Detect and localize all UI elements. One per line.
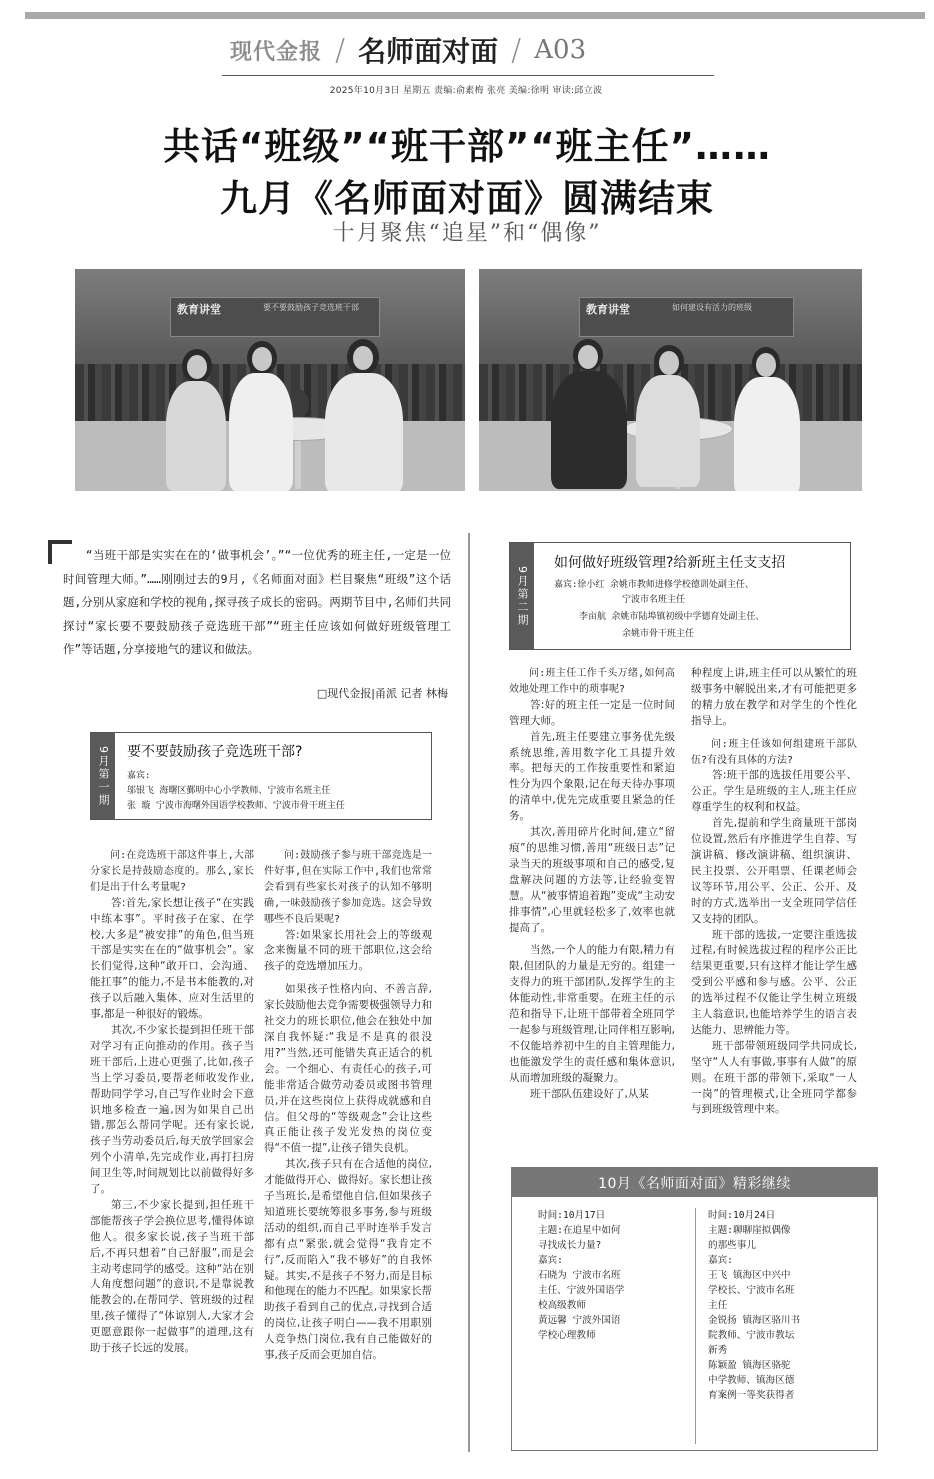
byline: □现代金报|甬派 记者 林梅 — [316, 687, 448, 700]
article-1-column-1 — [90, 848, 254, 1357]
session-line: 陈颖盈 镇海区骆驼 — [708, 1360, 791, 1371]
question-paragraph: 问:班主任工作千头万绪,如何高效地处理工作中的琐事呢? — [509, 668, 675, 695]
masthead-separator: / — [335, 32, 346, 68]
headline-line-2: 九月《名师面对面》圆满结束 — [220, 177, 714, 220]
issue-2-title: 如何做好班级管理?给新班主任支支招 — [554, 555, 786, 571]
session-line: 主题:聊聊崖拟偶像 — [708, 1225, 791, 1236]
answer-paragraph: 答:首先,家长想让孩子“在实践中练本事”。平时孩子在家、在学校,大多是“被安排”的角色,但当班干部是实实在在的“做事机会”。家长们觉得,这种“敢开口、会沟通、能扛事”的能力,不是书本能教的,对孩子以后融入集体、应对生活里的事,都是一种很好的锻炼。 — [90, 896, 254, 1021]
studio-photo-right — [479, 269, 862, 491]
photo-screen — [579, 297, 794, 337]
october-session-1 — [538, 1208, 693, 1343]
october-session-2 — [708, 1208, 863, 1403]
answer-paragraph: 班干部带领班级同学共同成长,坚守“人人有事做,事事有人做”的原则。在班干部的带领下,采取“一人一岗”的管理模式,让全班同学都参与到班级管理中来。 — [691, 1039, 857, 1116]
session-line: 主题:在追星中如何 — [538, 1225, 621, 1236]
session-line: 院教师、宁波市教坛 — [708, 1330, 795, 1341]
answer-paragraph: 答:好的班主任一定是一位时间管理大师。 — [509, 698, 675, 727]
issue-2-guest: 宁波市名班主任 — [622, 595, 686, 605]
question-paragraph: 问:班主任该如何组建班干部队伍?有没有具体的方法? — [691, 738, 857, 766]
column-divider — [468, 533, 470, 1452]
masthead-separator: / — [511, 32, 522, 68]
article-2-column-2 — [691, 666, 857, 1118]
answer-paragraph: 如果孩子性格内向、不善言辞,家长鼓励他去竞争需要极强领导力和社交力的班长职位,他会在独处中加深自我怀疑:“我是不是真的很没用?”当然,还可能错失真正适合的机会。一个细心、有责任心的孩子,可能非常适合做劳动委员或图书管理员,并在这些岗位上获得成就感和自信。但父母的“等级观念”会让这些真正能让孩子发光发热的岗位变得“不值一提”,让孩子错失良机。 — [264, 983, 432, 1155]
session-line: 的那些事儿 — [708, 1240, 756, 1251]
article-1-column-2 — [264, 848, 432, 1364]
question-paragraph: 问:在竞选班干部这件事上,大部分家长是持鼓励态度的。那么,家长们是出于什么考量呢? — [90, 850, 254, 893]
article-2-column-1 — [509, 666, 675, 1102]
dateline: 2025年10月3日 星期五 责编:俞素梅 张亮 美编:徐明 审读:邱立波 — [329, 86, 603, 96]
session-line: 黄远馨 宁波外国语 — [538, 1315, 621, 1326]
issue-1-guest: 邬银飞 海曙区鄞明中心小学教师、宁波市名班主任 — [127, 786, 331, 796]
paper-name: 现代金报 — [230, 38, 323, 65]
october-divider — [695, 1208, 696, 1444]
session-line: 时间:10月24日 — [708, 1210, 776, 1221]
headline-line-1: 共话“班级”“班干部”“班主任”…… — [163, 125, 771, 168]
session-line: 嘉宾: — [538, 1255, 563, 1266]
answer-paragraph: 其次,善用碎片化时间,建立“留痕”的思维习惯,善用“班级日志”记录当天的班级事项和自己的感受,复盘解决问题的方法等,让经验变智慧。从“被事情追着跑”变成“主动安排事情”,心里就轻松多了,效率也就提高了。 — [509, 826, 675, 934]
page-number: A03 — [534, 35, 587, 65]
screen-text: 如何建设有活力的班级 — [672, 303, 752, 312]
issue-1-box — [90, 732, 432, 820]
answer-paragraph: 第三,不少家长提到,担任班干部能帮孩子学会换位思考,懂得体谅他人。很多家长说,孩子当班干部后,不再只想着“自己舒服”,而是会主动考虑同学的感受。这种“站在别人角度想问题”的意识,不是靠说教能教会的,在帮同学、管班级的过程里,孩子懂得了“体谅别人,大家才会更愿意跟你一起做事”的道理,这有助于孩子长远的发展。 — [90, 1198, 254, 1355]
issue-2-tab: 9月第二期 — [510, 543, 534, 649]
screen-title: 教育讲堂 — [586, 303, 630, 316]
issue-2-guest: 李亩航 余姚市陆埠镇初级中学德育处副主任、 — [579, 612, 765, 622]
issue-1-guests-label: 嘉宾: — [127, 771, 151, 781]
answer-paragraph: 其次,不少家长提到担任班干部对学习有正向推动的作用。孩子当班干部后,上进心更强了,比如,孩子当上学习委员,要帮老师收发作业,帮助同学学习,自己写作业时会下意识地多检查一遍,因为如果自己出错,那怎么帮同学呢。还有家长说,孩子当劳动委员后,每天放学回家会列个小清单,先完成作业,再打扫房间卫生等,时间规划比以前做得好多了。 — [90, 1023, 254, 1196]
session-line: 中学教师、镇海区德 — [708, 1375, 795, 1386]
session-line: 王飞 镇海区中兴中 — [708, 1270, 791, 1281]
session-line: 金锐扬 镇海区骆川书 — [708, 1315, 801, 1326]
masthead — [230, 28, 715, 72]
lead-paragraph: “当班干部是实实在在的‘做事机会’。”“一位优秀的班主任,一定是一位时间管理大师。”……刚刚过去的9月,《名师面对面》栏目聚焦“班级”这个话题,分别从家庭和学校的视角,探寻孩子成长的密码。两期节目中,名师们共同探讨“家长要不要鼓励孩子竞选班干部”“班主任应该如何做好班级管理工作”等话题,分享接地气的建议和做法。 — [63, 548, 451, 656]
answer-paragraph: 答:班干部的选拔任用要公平、公正。学生是班级的主人,班主任应尊重学生的权利和权益。 — [691, 769, 857, 814]
screen-text: 要不要鼓励孩子竞选班干部 — [263, 303, 359, 312]
question-paragraph: 问:鼓励孩子参与班干部竞选是一件好事,但在实际工作中,我们也常常会看到有些家长对孩子的认知不够明确,一味鼓励孩子参加竞选。这会导致哪些不良后果呢? — [264, 850, 432, 925]
column-name: 名师面对面 — [358, 35, 499, 68]
session-line: 主任、宁波外国语学 — [538, 1285, 625, 1296]
session-line: 石晓为 宁波市名班 — [538, 1270, 621, 1281]
session-line: 新秀 — [708, 1345, 728, 1356]
screen-title: 教育讲堂 — [177, 303, 221, 316]
answer-paragraph: 答:如果家长用社会上的等级观念来衡量不同的班干部职位,这会给孩子的竞选增加压力。 — [264, 928, 432, 973]
answer-paragraph: 首先,提前和学生商量班干部岗位设置,然后有序推进学生自荐、写演讲稿、修改演讲稿、组织演讲、民主投票、公开唱票、任课老师会议等环节,用公平、公正、公开、及时的方式,选举出一支全班同学信任又支持的团队。 — [691, 817, 857, 925]
masthead-rule — [222, 75, 714, 76]
session-line: 育案例一等奖获得者 — [708, 1390, 795, 1401]
answer-paragraph: 种程度上讲,班主任可以从繁忙的班级事务中解脱出来,才有可能把更多的精力放在教学和对学生的个性化指导上。 — [691, 667, 857, 727]
issue-1-tab: 9月第一期 — [91, 733, 115, 819]
session-line: 时间:10月17日 — [538, 1210, 606, 1221]
photo-screen — [170, 297, 380, 337]
session-line: 校高级教师 — [538, 1300, 586, 1311]
issue-2-guest: 余姚市骨干班主任 — [622, 629, 695, 639]
answer-paragraph: 当然,一个人的能力有限,精力有限,但团队的力量是无穷的。组建一支得力的班干部团队,发挥学生的主体能动性,非常重要。在班主任的示范和指导下,让班干部带着全班同学一起参与班级管理,让同伴相互影响,不仅能培养初中生的自主管理能力,也能激发学生的责任感和集体意识,从而增加班级的凝聚力。 — [509, 944, 675, 1084]
session-line: 学校心理教师 — [538, 1330, 596, 1341]
session-line: 主任 — [708, 1300, 728, 1311]
issue-1-guest: 张 璇 宁波市海曙外国语学校教师、宁波市骨干班主任 — [127, 801, 345, 811]
answer-paragraph: 首先,班主任要建立事务优先级系统思维,善用数字化工具提升效率。把每天的工作按重要性和紧迫性分为四个象限,记在每天待办事项的清单中,优先完成重要且紧急的任务。 — [509, 730, 675, 823]
top-rule — [25, 12, 925, 19]
session-line: 学校长、宁波市名班 — [708, 1285, 795, 1296]
session-line: 嘉宾: — [708, 1255, 733, 1266]
issue-2-box — [509, 542, 851, 650]
answer-paragraph: 班干部队伍建设好了,从某 — [530, 1087, 649, 1100]
subheadline: 十月聚焦“追星”和“偶像” — [332, 221, 602, 246]
issue-1-title: 要不要鼓励孩子竞选班干部? — [127, 744, 303, 760]
october-preview-box — [511, 1167, 878, 1451]
session-line: 寻找成长力量? — [538, 1240, 602, 1251]
answer-paragraph: 班干部的选拔,一定要注重选拔过程,有时候选拔过程的程序公正比结果更重要,只有这样才能让学生感受到公平感和参与感。公平、公正的选举过程不仅能让学生树立班级主人翁意识,也能培养学生的语言表达能力、思辨能力等。 — [691, 928, 857, 1036]
issue-2-guest: 嘉宾:徐小红 余姚市教师进修学校德训处副主任、 — [554, 580, 754, 590]
answer-paragraph: 其次,孩子只有在合适他的岗位,才能做得开心、做得好。家长想让孩子当班长,是希望他自信,但如果孩子知道班长要统筹很多事务,参与班级活动的组织,而自己平时连举手发言都有点“紧张,就会觉得“我肯定不行”,反而陷入“我不够好”的自我怀疑。其实,不是孩子不努力,而是目标和他现在的能力不匹配。如果家长帮助孩子看到自己的优点,寻找到合适的岗位,让孩子明白——我不用职别人竞争热门岗位,我有自己能做好的事,孩子反而会更加自信。 — [264, 1158, 432, 1362]
studio-photo-left — [75, 269, 465, 491]
october-title: 10月《名师面对面》精彩继续 — [512, 1168, 877, 1197]
